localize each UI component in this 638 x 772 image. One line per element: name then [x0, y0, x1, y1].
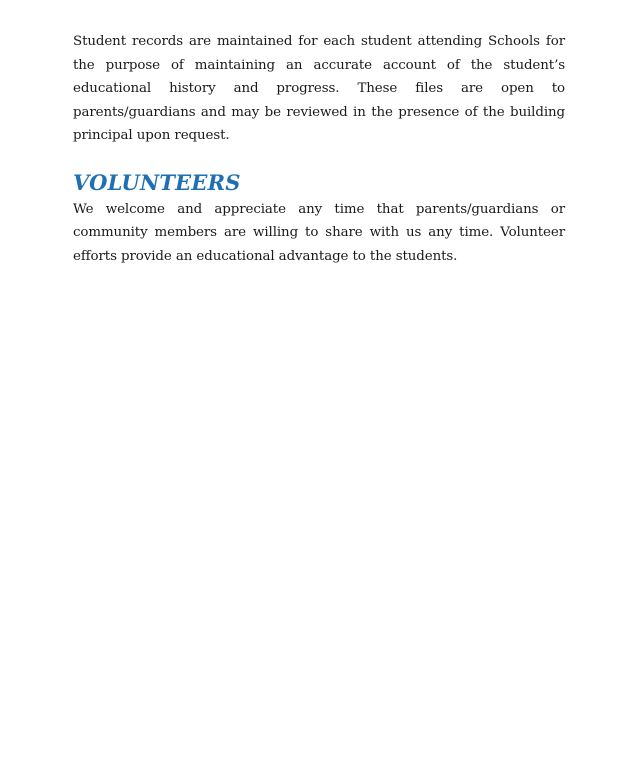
student-records-paragraph: Student records are maintained for each student attending Schools for the purpose of maintaining an accurate account of the student’s educational history and progress. These files are open to parents/guardians and may be reviewed in the presence of the building principal upon request. — [73, 34, 565, 143]
volunteers-paragraph: We welcome and appreciate any time that parents/guardians or community members are willing to share with us any time. Volunteer efforts provide an educational advantage to the students. — [73, 201, 565, 264]
volunteers-heading: VOLUNTEERS — [73, 169, 241, 195]
document-page — [73, 30, 565, 268]
